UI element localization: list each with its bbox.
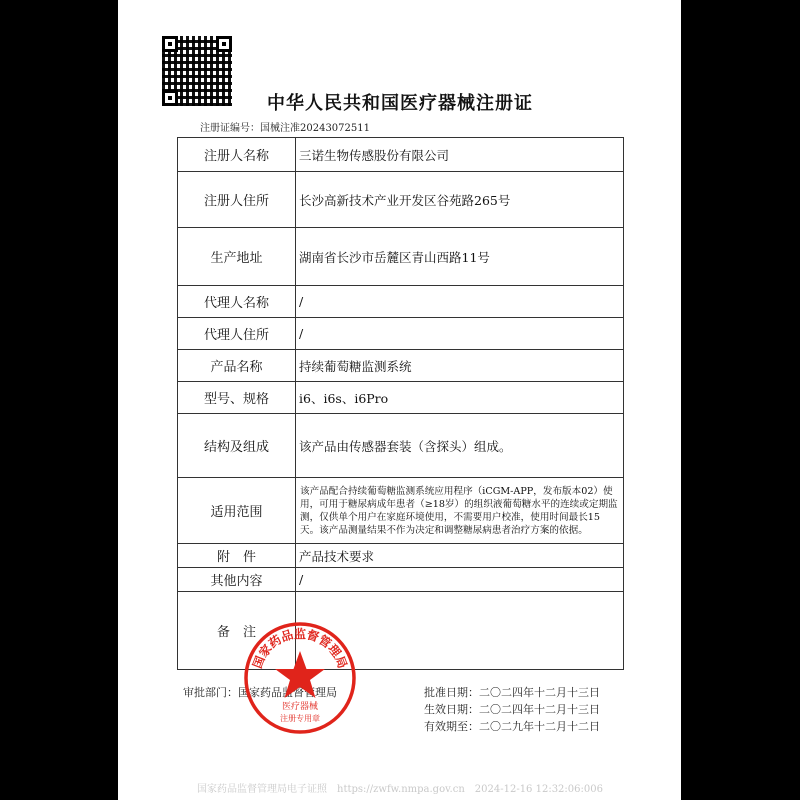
table-row <box>178 568 624 592</box>
registration-number: 注册证编号：国械注准20243072511 <box>200 123 370 134</box>
row-label: 备 注 <box>178 592 296 670</box>
row-label: 结构及组成 <box>178 414 296 478</box>
qr-finder-top-left <box>162 36 178 52</box>
table-row <box>178 382 624 414</box>
approval-department: 审批部门：国家药品监督管理局 <box>183 686 337 699</box>
table-row <box>178 138 624 172</box>
table-row <box>178 318 624 350</box>
seal-inner-text-2: 注册专用章 <box>280 714 320 723</box>
seal-outer-text: 国家药品监督管理局 <box>250 627 350 671</box>
document-title: 中华人民共和国医疗器械注册证 <box>267 93 533 114</box>
row-value: / <box>296 568 624 592</box>
row-value: i6、i6s、i6Pro <box>296 382 624 414</box>
row-value: 该产品配合持续葡萄糖监测系统应用程序（iCGM-APP，发布版本02）使用，可用于糖尿病成年患者（≥18岁）的组织液葡萄糖水平的连续或定期监测，仅供单个用户在家庭环境使用，不需要用户校准，使用时间最长15天。该产品测量结果不作为决定和调整糖尿病患者治疗方案的依据。 <box>296 478 624 544</box>
row-label: 产品名称 <box>178 350 296 382</box>
table-row <box>178 478 624 544</box>
row-label: 代理人住所 <box>178 318 296 350</box>
table-row <box>178 172 624 228</box>
row-label: 适用范围 <box>178 478 296 544</box>
row-value: 该产品由传感器套装（含探头）组成。 <box>296 414 624 478</box>
certificate-table <box>177 137 624 670</box>
row-label: 代理人名称 <box>178 286 296 318</box>
table-row <box>178 228 624 286</box>
row-value: / <box>296 318 624 350</box>
official-seal-icon <box>243 621 357 735</box>
row-value: 湖南省长沙市岳麓区青山西路11号 <box>296 228 624 286</box>
row-value: 长沙高新技术产业开发区谷苑路265号 <box>296 172 624 228</box>
row-value: 产品技术要求 <box>296 544 624 568</box>
qr-finder-top-right <box>216 36 232 52</box>
approval-date: 批准日期：二〇二四年十二月十三日 <box>424 686 600 699</box>
table-row <box>178 544 624 568</box>
row-label: 其他内容 <box>178 568 296 592</box>
effective-date: 生效日期：二〇二四年十二月十三日 <box>424 703 600 716</box>
table-row <box>178 414 624 478</box>
row-label: 附 件 <box>178 544 296 568</box>
row-value: 三诺生物传感股份有限公司 <box>296 138 624 172</box>
row-label: 注册人名称 <box>178 138 296 172</box>
expiry-date: 有效期至：二〇二九年十二月十二日 <box>424 720 600 733</box>
row-label: 注册人住所 <box>178 172 296 228</box>
table-row <box>178 350 624 382</box>
row-value: / <box>296 286 624 318</box>
row-label: 型号、规格 <box>178 382 296 414</box>
table-row <box>178 286 624 318</box>
row-label: 生产地址 <box>178 228 296 286</box>
seal-inner-text-1: 医疗器械 <box>281 702 319 712</box>
row-value: 持续葡萄糖监测系统 <box>296 350 624 382</box>
electronic-license-watermark: 国家药品监督管理局电子证照 https://zwfw.nmpa.gov.cn 2024-12-16 12:32:06:006 <box>197 784 603 795</box>
seal-star-icon <box>275 651 325 698</box>
